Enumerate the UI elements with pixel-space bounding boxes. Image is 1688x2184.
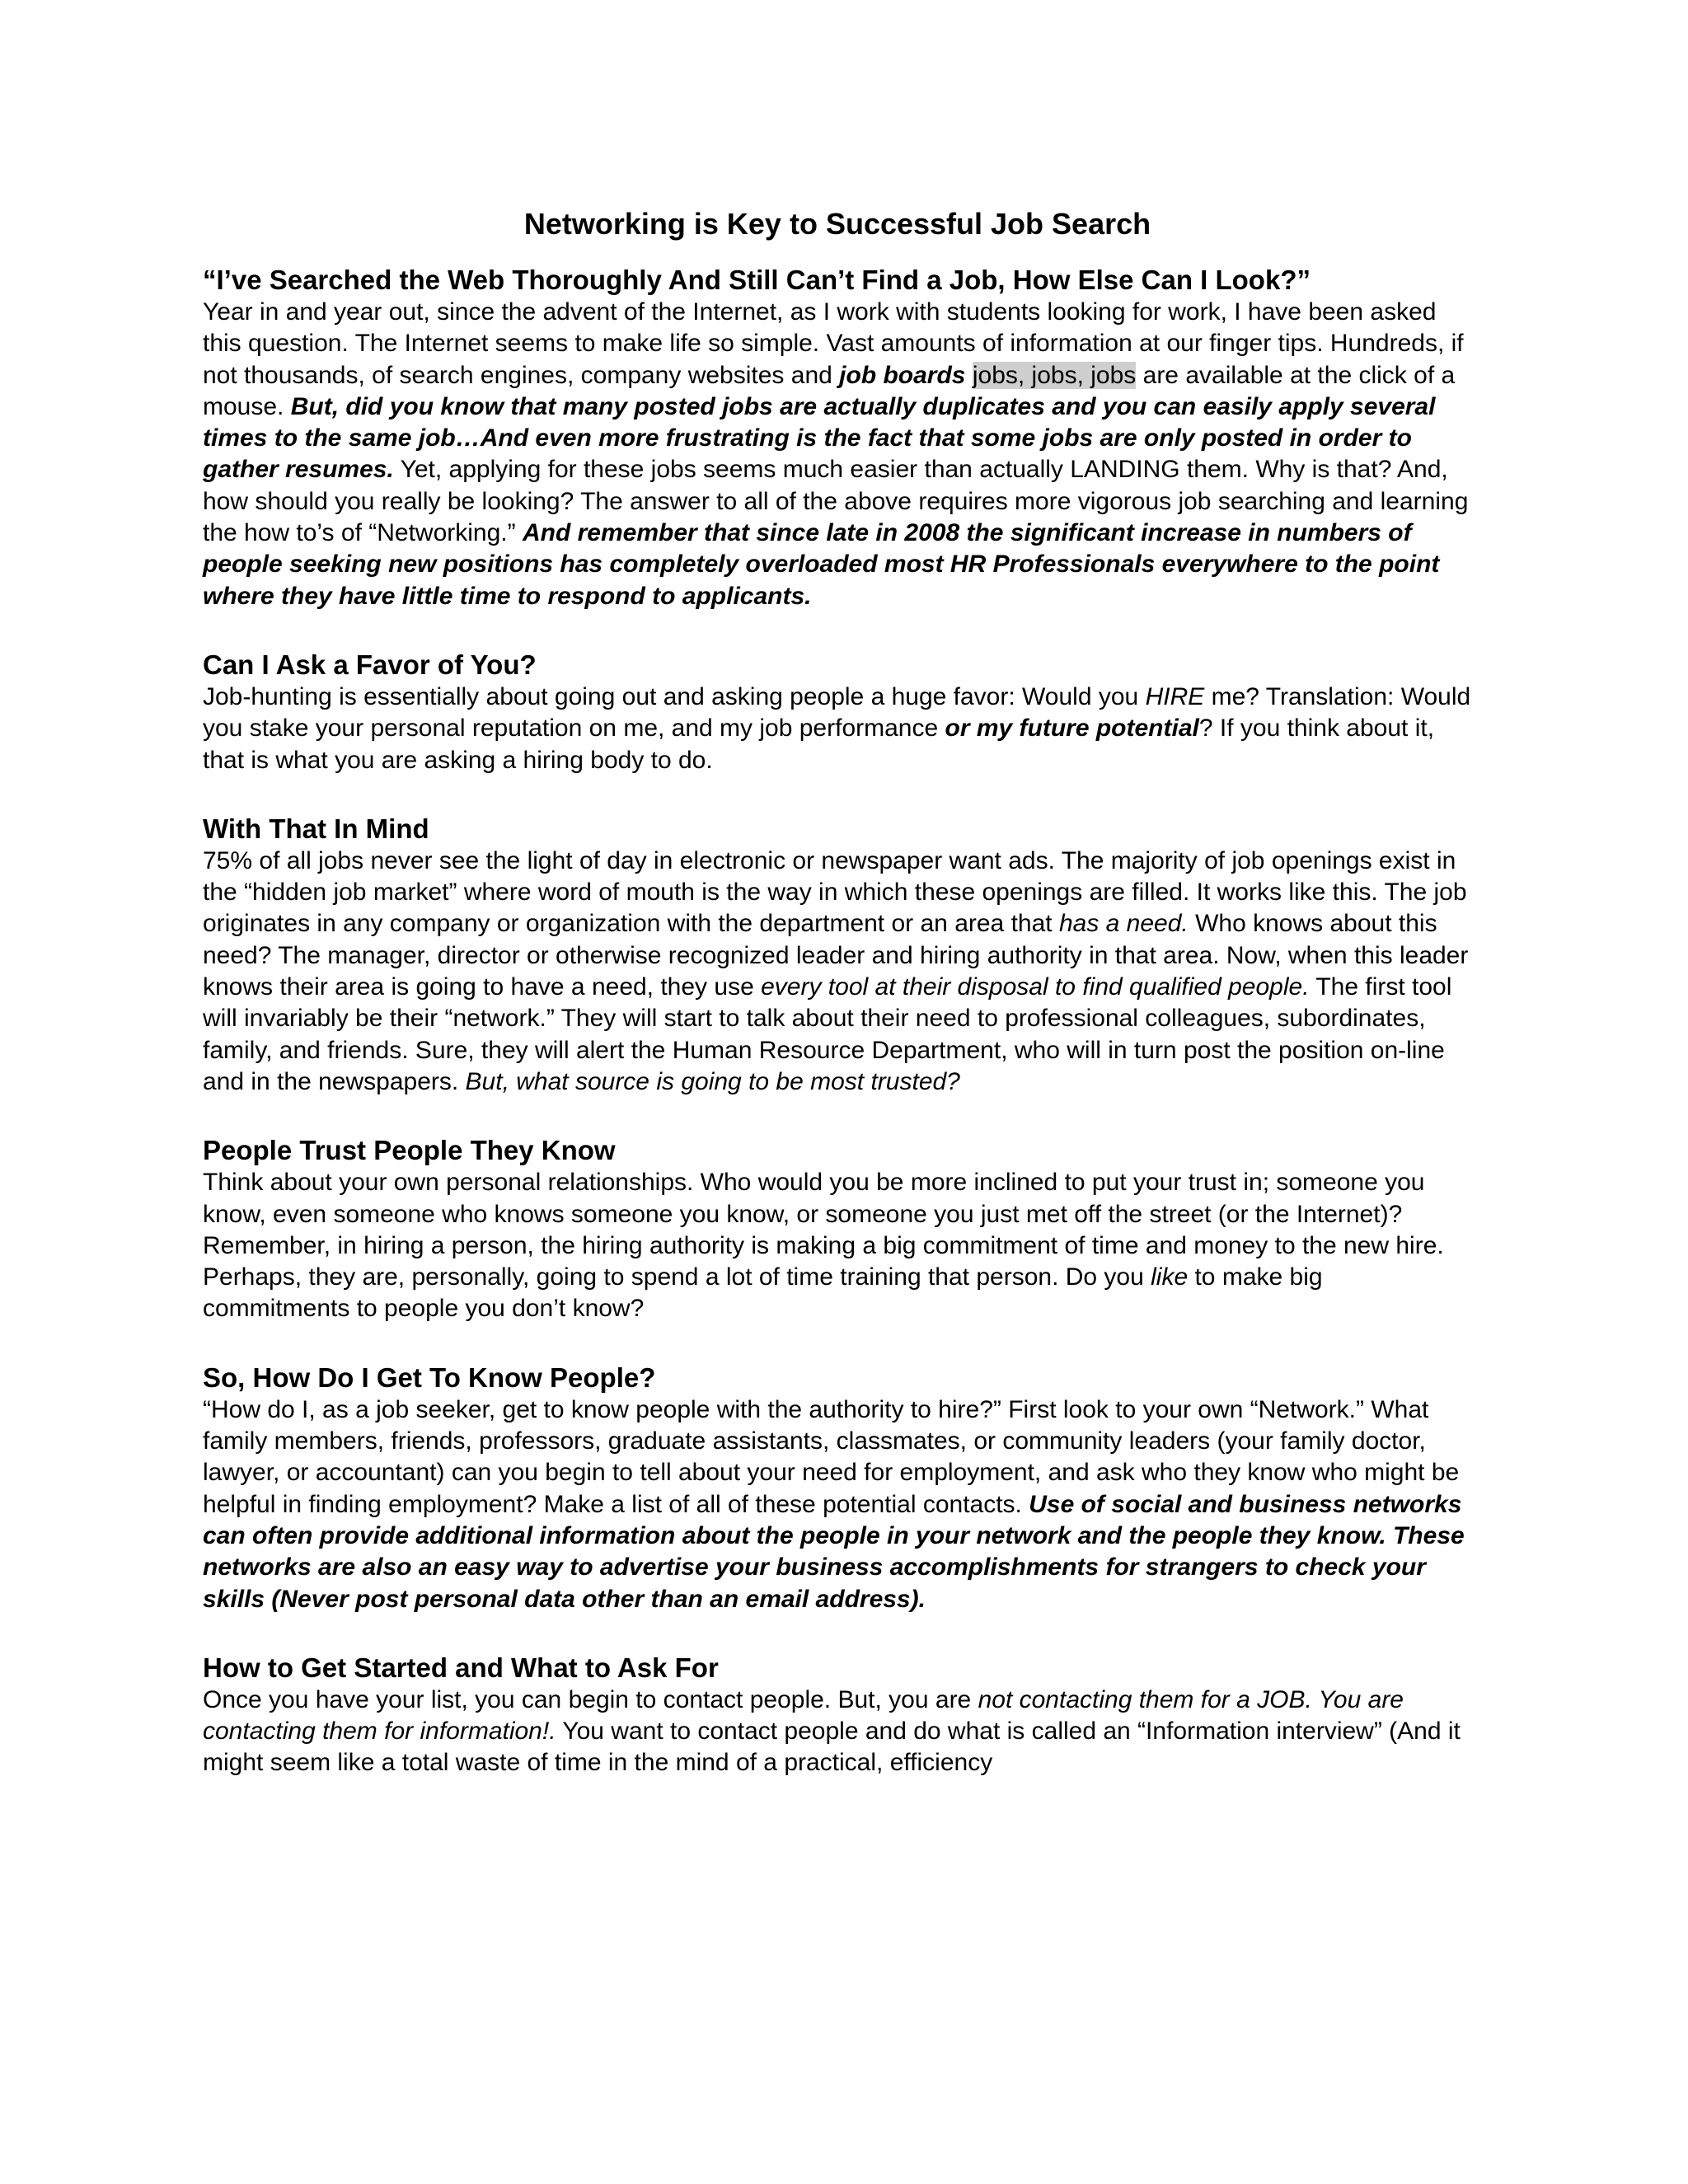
section-paragraph: [203, 846, 1472, 1098]
text-run: But, what source is going to be most trusted?: [465, 1067, 960, 1095]
text-run: Once you have your list, you can begin to contact people. But, you are: [203, 1685, 978, 1713]
highlighted-text: jobs, jobs, jobs: [972, 361, 1137, 389]
text-run: me? Translation: Would you stake your personal reputation on me, and my job performance: [203, 682, 1471, 743]
text-run: like: [1151, 1263, 1189, 1291]
text-run: are available at the click of a mouse.: [203, 361, 1456, 420]
text-run: And remember that since late in 2008 the significant increase in numbers of people seeking new positions has completely overloaded most HR Professionals everywhere to the point where they have little time to respond to applicants.: [203, 519, 1440, 610]
text-run: or my future potential: [945, 715, 1199, 743]
section-paragraph: [203, 1685, 1472, 1779]
text-run: You want to contact people and do what is called an “Information interview” (And it might seem like a total waste of time in the mind of a practical, efficiency: [203, 1718, 1461, 1777]
section: [203, 264, 1472, 612]
section: [203, 649, 1472, 776]
document-page: [203, 206, 1472, 1816]
text-run: not contacting them for a JOB. You are contacting them for information!.: [203, 1685, 1404, 1746]
text-run: Job-hunting is essentially about going out and asking people a huge favor: Would you: [203, 682, 1146, 710]
text-run: The first tool will invariably be their “network.” They will start to talk about their need to professional colleagues, subordinates, family, and friends. Sure, they will alert the Human Resource Department, who will in turn post the position on-line and in the newspapers.: [203, 973, 1452, 1095]
text-run: ? If you think about it, that is what you are asking a hiring body to do.: [203, 715, 1435, 774]
section-heading: Can I Ask a Favor of You?: [203, 649, 537, 680]
section-paragraph: [203, 682, 1472, 776]
section: [203, 1361, 1472, 1615]
section-heading: “I’ve Searched the Web Thoroughly And Still Can’t Find a Job, How Else Can I Look?”: [203, 265, 1311, 295]
text-run: “How do I, as a job seeker, get to know people with the authority to hire?” First look to your own “Network.” What family members, friends, professors, graduate assistants, classmates, or community leaders (your family doctor, lawyer, or accountant) can you begin to tell about your need for employment, and ask who they know who might be helpful in finding employment? Make a list of all of these potential contacts.: [203, 1395, 1460, 1518]
text-run: Yet, applying for these jobs seems much easier than actually LANDING them. Why is that? And, how should you really be looking? The answer to all of the above requires more vigorous job searching and learning the how to’s of “Networking.”: [203, 456, 1469, 547]
document-body: [203, 264, 1472, 1779]
section: [203, 813, 1472, 1098]
section-heading: With That In Mind: [203, 813, 429, 844]
text-run: HIRE: [1145, 682, 1205, 710]
section-paragraph: [203, 1394, 1472, 1615]
text-run: job boards: [839, 361, 966, 389]
text-run: Use of social and business networks can often provide additional information about the people in your network and the people they know. These networks are also an easy way to advertise your business accomplishments for strangers to check your skills (Never post personal data other than an email address).: [203, 1490, 1465, 1613]
text-run: to make big commitments to people you don’t know?: [203, 1263, 1323, 1323]
section-heading: How to Get Started and What to Ask For: [203, 1652, 719, 1683]
text-run: every tool at their disposal to find qualified people.: [761, 973, 1310, 1001]
section-paragraph: [203, 1167, 1472, 1324]
document-title: Networking is Key to Successful Job Search: [523, 207, 1151, 241]
section-heading: So, How Do I Get To Know People?: [203, 1361, 656, 1393]
section-paragraph: [203, 297, 1472, 612]
section-heading: People Trust People They Know: [203, 1135, 616, 1166]
text-run: But, did you know that many posted jobs are actually duplicates and you can easily apply several times to the same job…And even more frustrating is the fact that some jobs are only posted in order to gather resumes.: [203, 392, 1436, 484]
section: [203, 1652, 1472, 1779]
section: [203, 1134, 1472, 1324]
text-run: 75% of all jobs never see the light of day in electronic or newspaper want ads. The majority of job openings exist in the “hidden job market” where word of mouth is the way in which these openings are filled. It works like this. The job originates in any company or organization with the department or an area that: [203, 846, 1467, 938]
text-run: has a need.: [1058, 910, 1189, 938]
text-run: [966, 362, 973, 389]
text-run: Think about your own personal relationships. Who would you be more inclined to put your trust in; someone you know, even someone who knows someone you know, or someone you just met off the street (or the Internet)? Remember, in hiring a person, the hiring authority is making a big commitment of time and money to the new hire. Perhaps, they are, personally, going to spend a lot of time training that person. Do you: [203, 1169, 1444, 1291]
text-run: Who knows about this need? The manager, director or otherwise recognized leader and hiring authority in that area. Now, when this leader knows their area is going to have a need, they use: [203, 910, 1469, 1001]
text-run: Year in and year out, since the advent of the Internet, as I work with students looking for work, I have been asked this question. The Internet seems to make life so simple. Vast amounts of information at our finger tips. Hundreds, if not thousands, of search engines, company websites and: [203, 298, 1464, 389]
